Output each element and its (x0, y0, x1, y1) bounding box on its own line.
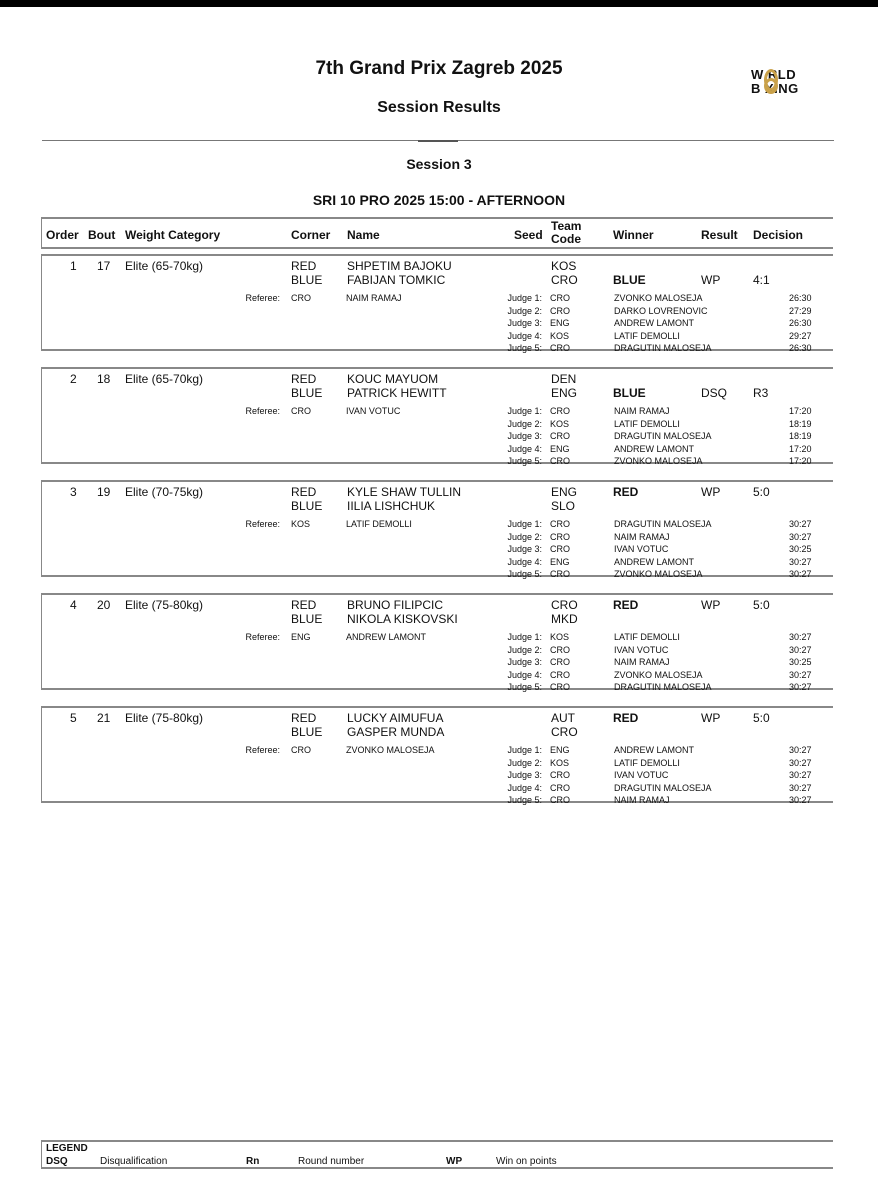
judge-team: CRO (550, 770, 570, 780)
bout-number: 18 (97, 372, 111, 386)
col-team-code-line2: Code (551, 232, 581, 246)
judge-label: Judge 5: (507, 569, 542, 579)
referee-team: ENG (291, 632, 311, 642)
judge-score: 30:27 (789, 569, 812, 579)
judge-row (42, 532, 834, 545)
judge-score: 17:20 (789, 456, 812, 466)
judge-team: CRO (550, 544, 570, 554)
bout-number: 17 (97, 259, 111, 273)
bout-order: 2 (70, 372, 77, 386)
judge-row (42, 645, 834, 658)
corner-blue: BLUE (291, 612, 323, 626)
bout-block (41, 480, 833, 577)
judge-label: Judge 4: (507, 669, 542, 680)
judge-label: Judge 3: (507, 770, 542, 780)
referee-team: CRO (291, 406, 311, 416)
judge-score: 30:27 (789, 556, 812, 567)
judge-row (42, 670, 834, 683)
col-winner: Winner (613, 228, 654, 242)
judge-row (42, 456, 834, 469)
result: WP (701, 711, 721, 725)
judge-team: KOS (550, 757, 570, 768)
judge-name: DRAGUTIN MALOSEJA (614, 343, 712, 353)
decision: 5:0 (753, 711, 770, 725)
judge-score: 30:27 (789, 644, 812, 655)
weight-category: Elite (75-80kg) (125, 598, 204, 612)
judge-score: 30:27 (789, 795, 812, 805)
judge-team: CRO (550, 795, 570, 805)
judge-team: CRO (550, 669, 570, 680)
judge-score: 30:27 (789, 632, 812, 642)
winner: RED (613, 598, 639, 612)
judge-name: LATIF DEMOLLI (614, 757, 680, 768)
judge-row (42, 519, 834, 532)
decision: 5:0 (753, 485, 770, 499)
logo-text-line2: B XING (751, 81, 799, 96)
weight-category: Elite (75-80kg) (125, 711, 204, 725)
corner-red: RED (291, 598, 317, 612)
judge-score: 30:27 (789, 682, 812, 692)
referee-name: IVAN VOTUC (346, 406, 401, 416)
judge-name: DRAGUTIN MALOSEJA (614, 431, 712, 441)
red-team-code: AUT (551, 711, 575, 725)
legend-meaning-rn: Round number (298, 1156, 365, 1167)
result: WP (701, 598, 721, 612)
judge-label: Judge 1: (507, 406, 542, 416)
col-decision: Decision (753, 228, 804, 242)
bout-number: 20 (97, 598, 111, 612)
judge-label: Judge 4: (507, 330, 542, 341)
judge-label: Judge 3: (507, 431, 542, 441)
legend-code-wp: WP (446, 1156, 463, 1167)
result: WP (701, 273, 721, 287)
judge-team: CRO (550, 305, 570, 316)
judge-label: Judge 3: (507, 657, 542, 667)
judge-row (42, 444, 834, 457)
referee-name: NAIM RAMAJ (346, 293, 402, 303)
blue-team-code: MKD (551, 612, 578, 626)
judge-team: CRO (550, 431, 570, 441)
col-weight-category: Weight Category (125, 228, 221, 242)
judge-score: 30:27 (789, 669, 812, 680)
blue-team-code: CRO (551, 273, 578, 287)
winner: BLUE (613, 273, 646, 287)
judge-name: LATIF DEMOLLI (614, 330, 680, 341)
judge-name: NAIM RAMAJ (614, 795, 670, 805)
world-boxing-logo (751, 68, 841, 100)
referee-team: CRO (291, 745, 311, 755)
weight-category: Elite (65-70kg) (125, 259, 204, 273)
judge-name: ANDREW LAMONT (614, 556, 695, 567)
judge-score: 17:20 (789, 443, 812, 454)
judge-team: KOS (550, 418, 570, 429)
result: DSQ (701, 386, 728, 400)
bout-block (41, 706, 833, 803)
bout-number: 19 (97, 485, 111, 499)
judge-team: CRO (550, 531, 570, 542)
judge-name: ANDREW LAMONT (614, 318, 695, 328)
judge-row (42, 783, 834, 796)
col-corner: Corner (291, 228, 331, 242)
judge-label: Judge 3: (507, 318, 542, 328)
judge-score: 26:30 (789, 318, 812, 328)
judge-label: Judge 1: (507, 293, 542, 303)
col-order: Order (46, 228, 79, 242)
document-subtitle: Session Results (377, 99, 501, 116)
judge-row (42, 657, 834, 670)
judge-score: 30:27 (789, 782, 812, 793)
judge-label: Judge 5: (507, 456, 542, 466)
judge-row (42, 569, 834, 582)
winner: RED (613, 485, 639, 499)
referee-label: Referee: (245, 745, 280, 755)
judge-label: Judge 5: (507, 682, 542, 692)
judge-name: ZVONKO MALOSEJA (614, 569, 703, 579)
judge-row (42, 318, 834, 331)
logo-text-line1: W RLD (751, 67, 797, 82)
referee-name: ZVONKO MALOSEJA (346, 745, 435, 755)
blue-boxer-name: NIKOLA KISKOVSKI (347, 612, 458, 626)
bout-block (41, 593, 833, 690)
corner-red: RED (291, 485, 317, 499)
weight-category: Elite (70-75kg) (125, 485, 204, 499)
col-name: Name (347, 228, 380, 242)
judge-name: ZVONKO MALOSEJA (614, 669, 703, 680)
judge-name: NAIM RAMAJ (614, 657, 670, 667)
judge-row (42, 419, 834, 432)
judge-row (42, 557, 834, 570)
judge-score: 30:27 (789, 757, 812, 768)
referee-team: CRO (291, 293, 311, 303)
judge-row (42, 544, 834, 557)
judge-name: ZVONKO MALOSEJA (614, 293, 703, 303)
judge-team: ENG (550, 556, 570, 567)
judge-row (42, 632, 834, 645)
judge-name: NAIM RAMAJ (614, 531, 670, 542)
judge-score: 30:27 (789, 519, 812, 529)
judge-row (42, 745, 834, 758)
judge-row (42, 795, 834, 808)
judge-score: 26:30 (789, 293, 812, 303)
winner: RED (613, 711, 639, 725)
red-boxer-name: KOUC MAYUOM (347, 372, 439, 386)
blue-boxer-name: GASPER MUNDA (347, 725, 445, 739)
judge-name: IVAN VOTUC (614, 544, 669, 554)
judge-name: DRAGUTIN MALOSEJA (614, 682, 712, 692)
col-seed: Seed (514, 228, 543, 242)
judge-label: Judge 2: (507, 305, 542, 316)
referee-label: Referee: (245, 632, 280, 642)
judge-team: CRO (550, 406, 570, 416)
col-team-code-line1: Team (551, 219, 582, 233)
session-label: Session 3 (406, 156, 472, 172)
judge-name: ANDREW LAMONT (614, 443, 695, 454)
judge-team: ENG (550, 443, 570, 454)
judge-team: CRO (550, 682, 570, 692)
judge-team: CRO (550, 293, 570, 303)
referee-label: Referee: (245, 406, 280, 416)
judge-name: NAIM RAMAJ (614, 406, 670, 416)
judge-label: Judge 1: (507, 745, 542, 755)
referee-team: KOS (291, 519, 311, 529)
judge-score: 26:30 (789, 343, 812, 353)
corner-blue: BLUE (291, 499, 323, 513)
winner: BLUE (613, 386, 646, 400)
blue-boxer-name: IILIA LISHCHUK (347, 499, 436, 513)
judge-name: ANDREW LAMONT (614, 745, 695, 755)
decision: R3 (753, 386, 769, 400)
judge-score: 30:25 (789, 544, 812, 554)
legend (41, 1140, 833, 1169)
judge-team: CRO (550, 343, 570, 353)
referee-name: ANDREW LAMONT (346, 632, 427, 642)
judge-row (42, 770, 834, 783)
judge-score: 30:27 (789, 531, 812, 542)
red-team-code: DEN (551, 372, 577, 386)
header-divider-mark (418, 140, 458, 142)
blue-boxer-name: FABIJAN TOMKIC (347, 273, 446, 287)
judge-team: CRO (550, 456, 570, 466)
judge-team: CRO (550, 782, 570, 793)
judge-team: CRO (550, 519, 570, 529)
judge-score: 18:19 (789, 418, 812, 429)
session-info: SRI 10 PRO 2025 15:00 - AFTERNOON (312, 192, 566, 208)
judge-row (42, 293, 834, 306)
judge-team: KOS (550, 632, 570, 642)
judge-score: 30:25 (789, 657, 812, 667)
judge-label: Judge 2: (507, 644, 542, 655)
blue-team-code: SLO (551, 499, 576, 513)
judge-name: IVAN VOTUC (614, 770, 669, 780)
logo-ring-icon (764, 78, 778, 94)
red-boxer-name: KYLE SHAW TULLIN (347, 485, 462, 499)
judge-name: LATIF DEMOLLI (614, 632, 680, 642)
legend-code-dsq: DSQ (46, 1156, 68, 1167)
legend-title: LEGEND (46, 1143, 88, 1154)
corner-red: RED (291, 711, 317, 725)
judge-row (42, 431, 834, 444)
referee-label: Referee: (245, 293, 280, 303)
bout-block (41, 254, 833, 351)
judge-team: CRO (550, 644, 570, 655)
judge-row (42, 758, 834, 771)
judge-label: Judge 2: (507, 757, 542, 768)
bout-order: 3 (70, 485, 77, 499)
referee-label: Referee: (245, 519, 280, 529)
judge-row (42, 331, 834, 344)
document-title: 7th Grand Prix Zagreb 2025 (315, 58, 563, 79)
result: WP (701, 485, 721, 499)
weight-category: Elite (65-70kg) (125, 372, 204, 386)
blue-team-code: ENG (551, 386, 578, 400)
judge-row (42, 343, 834, 356)
judge-name: IVAN VOTUC (614, 644, 669, 655)
bout-block (41, 367, 833, 464)
judge-label: Judge 2: (507, 418, 542, 429)
judge-row (42, 682, 834, 695)
col-bout: Bout (88, 228, 116, 242)
judge-score: 30:27 (789, 745, 812, 755)
col-team-code (551, 220, 581, 246)
judge-label: Judge 2: (507, 531, 542, 542)
judge-label: Judge 3: (507, 544, 542, 554)
judge-score: 17:20 (789, 406, 812, 416)
corner-blue: BLUE (291, 273, 323, 287)
judge-name: LATIF DEMOLLI (614, 418, 680, 429)
judge-name: DRAGUTIN MALOSEJA (614, 782, 712, 793)
decision: 5:0 (753, 598, 770, 612)
judge-row (42, 306, 834, 319)
judge-label: Judge 4: (507, 556, 542, 567)
judge-score: 30:27 (789, 770, 812, 780)
judge-team: CRO (550, 569, 570, 579)
judge-row (42, 406, 834, 419)
judge-label: Judge 1: (507, 519, 542, 529)
judge-score: 27:29 (789, 305, 812, 316)
judge-label: Judge 5: (507, 795, 542, 805)
judge-team: ENG (550, 318, 570, 328)
corner-blue: BLUE (291, 725, 323, 739)
bout-order: 5 (70, 711, 77, 725)
judge-team: CRO (550, 657, 570, 667)
judge-label: Judge 5: (507, 343, 542, 353)
red-team-code: KOS (551, 259, 577, 273)
judge-team: KOS (550, 330, 570, 341)
judge-score: 18:19 (789, 431, 812, 441)
red-team-code: CRO (551, 598, 578, 612)
judge-name: ZVONKO MALOSEJA (614, 456, 703, 466)
decision: 4:1 (753, 273, 770, 287)
judge-score: 29:27 (789, 330, 812, 341)
legend-meaning-wp: Win on points (496, 1156, 557, 1167)
judge-name: DARKO LOVRENOVIC (614, 305, 708, 316)
bout-order: 4 (70, 598, 77, 612)
legend-code-rn: Rn (246, 1156, 260, 1167)
legend-meaning-dsq: Disqualification (100, 1156, 168, 1167)
red-boxer-name: SHPETIM BAJOKU (347, 259, 452, 273)
col-result: Result (701, 228, 738, 242)
red-team-code: ENG (551, 485, 578, 499)
judge-label: Judge 4: (507, 443, 542, 454)
table-header (41, 217, 833, 249)
blue-team-code: CRO (551, 725, 578, 739)
referee-name: LATIF DEMOLLI (346, 519, 412, 529)
red-boxer-name: LUCKY AIMUFUA (347, 711, 444, 725)
corner-red: RED (291, 259, 317, 273)
bout-number: 21 (97, 711, 111, 725)
bout-order: 1 (70, 259, 77, 273)
judge-team: ENG (550, 745, 570, 755)
top-bar (0, 0, 878, 7)
corner-blue: BLUE (291, 386, 323, 400)
judge-label: Judge 1: (507, 632, 542, 642)
judge-label: Judge 4: (507, 782, 542, 793)
judge-name: DRAGUTIN MALOSEJA (614, 519, 712, 529)
blue-boxer-name: PATRICK HEWITT (347, 386, 447, 400)
corner-red: RED (291, 372, 317, 386)
red-boxer-name: BRUNO FILIPCIC (347, 598, 444, 612)
